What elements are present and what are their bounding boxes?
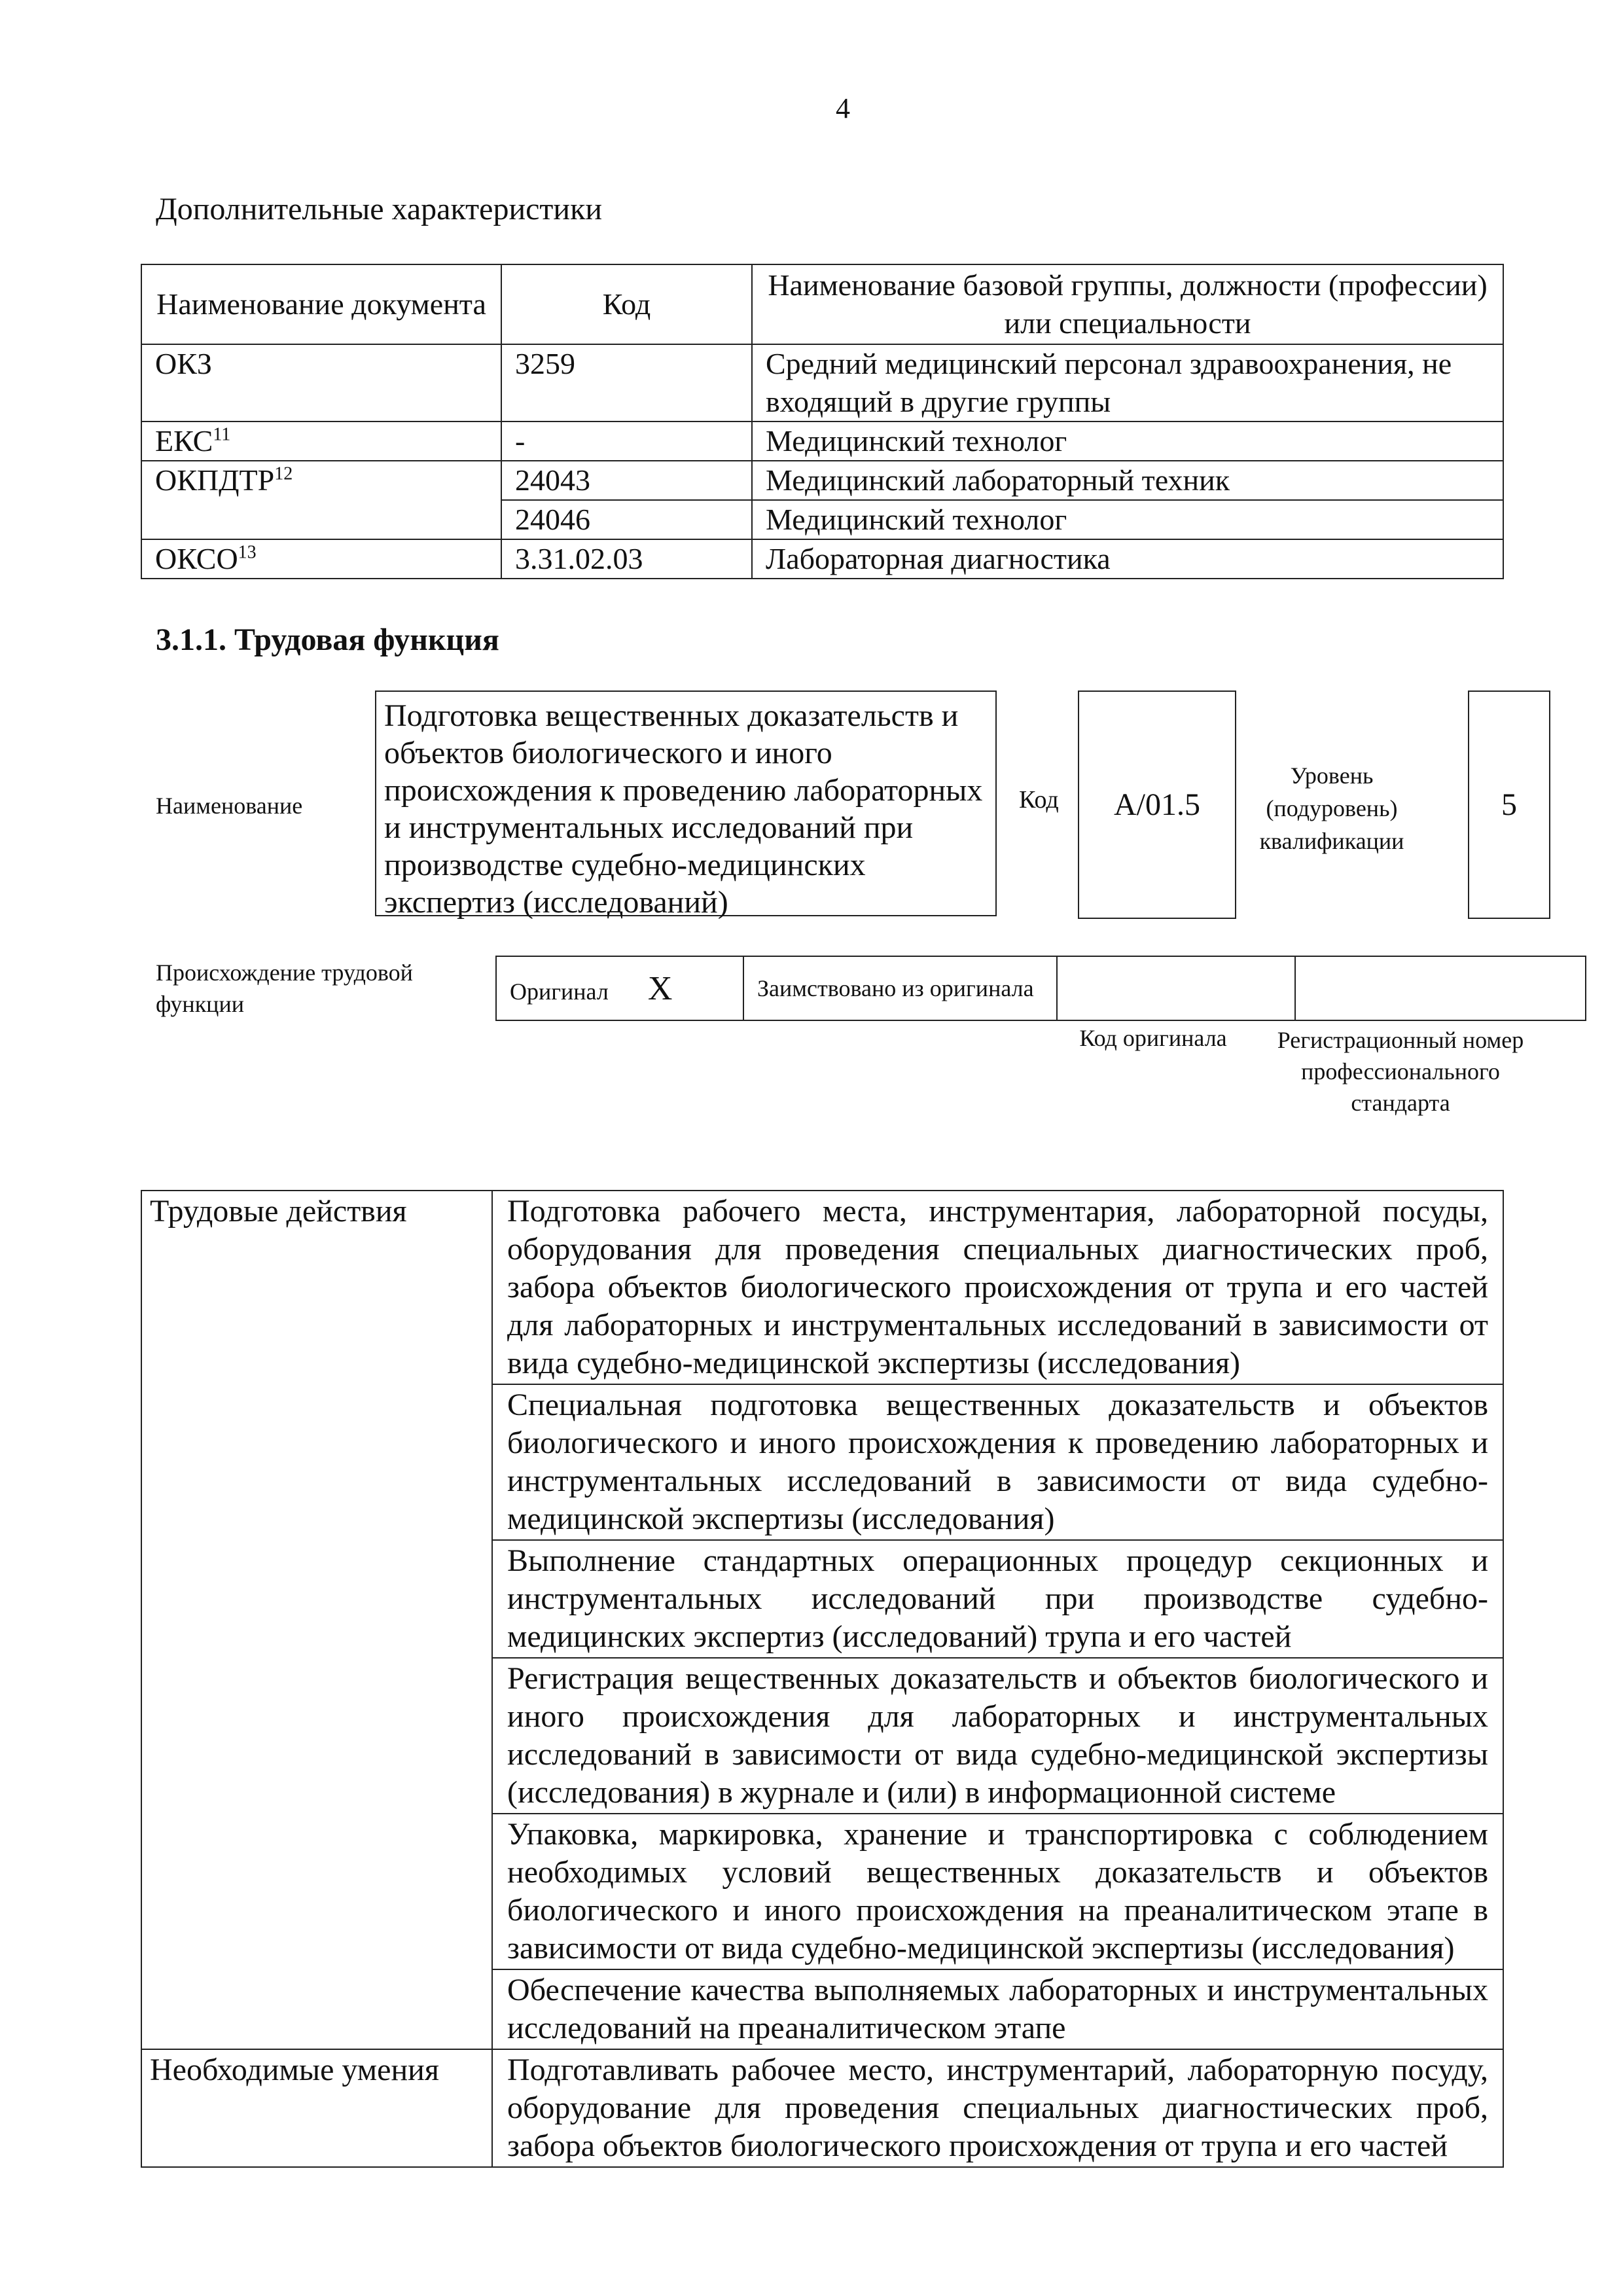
labor-action-item: Подготовка рабочего места, инструментария, лабораторной посуды, оборудования для проведения специальных диагностических проб, забора объектов биологического происхождения от трупа и его частей для лабораторных и инструментальных исследований в зависимости от вида судебно-медицинской экспертизы (исследования)	[492, 1191, 1503, 1384]
footnote-ref: 11	[213, 424, 231, 445]
footnote-ref: 12	[274, 463, 293, 484]
qualification-level-label: Уровень (подуровень) квалификации	[1259, 762, 1404, 854]
name-cell: Средний медицинский персонал здравоохранения, не входящий в другие группы	[752, 344, 1503, 422]
original-cell	[496, 956, 743, 1020]
name-cell: Медицинский технолог	[752, 422, 1503, 461]
name-cell: Медицинский технолог	[752, 500, 1503, 539]
table-row	[141, 422, 1503, 461]
additional-characteristics-caption: Дополнительные характеристики	[156, 192, 603, 226]
labor-action-item: Специальная подготовка вещественных доказательств и объектов биологического и иного происхождения к проведению лабораторных и инструментальных исследований в зависимости от вида судебно-медицинской экспертизы (исследования)	[492, 1384, 1503, 1540]
code-cell: 24043	[501, 461, 752, 500]
name-cell: Лабораторная диагностика	[752, 539, 1503, 579]
code-cell: 24046	[501, 500, 752, 539]
labor-actions-label: Трудовые действия	[141, 1191, 492, 2049]
table-row	[141, 1191, 1503, 1384]
doc-name: ОКЗ	[155, 347, 212, 380]
doc-name: ОКПДТР	[155, 463, 275, 497]
doc-name: ОКСО	[155, 542, 238, 575]
function-origin-label: Происхождение трудовой функции	[156, 960, 413, 1017]
table-header-row	[141, 264, 1503, 344]
labor-action-item: Выполнение стандартных операционных процедур секционных и инструментальных исследований при производстве судебно-медицинских экспертиз (исследований) трупа и его частей	[492, 1540, 1503, 1658]
table-row	[141, 461, 1503, 500]
labor-actions-table	[141, 1190, 1504, 2168]
skill-item: Подготавливать рабочее место, инструментарий, лабораторную посуду, оборудование для проведения специальных диагностических проб, забора объектов биологического происхождения от трупа и его частей	[492, 2049, 1503, 2167]
page-number: 4	[836, 92, 850, 124]
footnote-ref: 13	[238, 542, 257, 563]
additional-characteristics-table	[141, 264, 1504, 579]
original-label: Оригинал	[510, 978, 609, 1005]
labor-action-item: Регистрация вещественных доказательств и объектов биологического и иного происхождения для лабораторных и инструментальных исследований в зависимости от вида судебно-медицинской экспертизы (исследования) в журнале и (или) в информационной системе	[492, 1658, 1503, 1814]
header-code: Код	[501, 264, 752, 344]
doc-name: ЕКС	[155, 424, 213, 457]
origin-table	[495, 956, 1586, 1021]
original-mark: Х	[647, 969, 673, 1007]
function-name-label: Наименование	[156, 793, 303, 819]
labor-action-item: Обеспечение качества выполняемых лабораторных и инструментальных исследований на преаналитическом этапе	[492, 1969, 1503, 2049]
header-document: Наименование документа	[141, 264, 501, 344]
original-code-cell	[1057, 956, 1295, 1020]
registration-number-cell	[1295, 956, 1586, 1020]
origin-row	[496, 956, 1586, 1020]
skills-label: Необходимые умения	[141, 2049, 492, 2167]
doc-cell	[141, 422, 501, 461]
name-cell: Медицинский лабораторный техник	[752, 461, 1503, 500]
function-code-label: Код	[1019, 786, 1059, 814]
labor-function-title: 3.1.1. Трудовая функция	[156, 622, 499, 657]
labor-action-item: Упаковка, маркировка, хранение и транспортировка с соблюдением необходимых условий вещественных доказательств и объектов биологического и иного происхождения на преаналитическом этапе в зависимости от вида судебно-медицинской экспертизы (исследования)	[492, 1814, 1503, 1969]
function-name-box: Подготовка вещественных доказательств и объектов биологического и иного происхождения к проведению лабораторных и инструментальных исследований при производстве судебно-медицинских экспертиз (исследований)	[375, 691, 997, 916]
doc-cell	[141, 344, 501, 422]
header-name: Наименование базовой группы, должности (профессии) или специальности	[752, 264, 1503, 344]
code-cell: 3.31.02.03	[501, 539, 752, 579]
borrowed-cell: Заимствовано из оригинала	[743, 956, 1057, 1020]
code-cell: -	[501, 422, 752, 461]
original-code-caption: Код оригинала	[1079, 1025, 1227, 1051]
registration-number-caption: Регистрационный номер профессионального стандарта	[1277, 1027, 1524, 1116]
table-row	[141, 539, 1503, 579]
table-row	[141, 344, 1503, 422]
table-row	[141, 2049, 1503, 2167]
function-code-box: А/01.5	[1078, 691, 1236, 919]
code-cell: 3259	[501, 344, 752, 422]
doc-cell	[141, 461, 501, 539]
qualification-level-box: 5	[1468, 691, 1550, 919]
doc-cell	[141, 539, 501, 579]
